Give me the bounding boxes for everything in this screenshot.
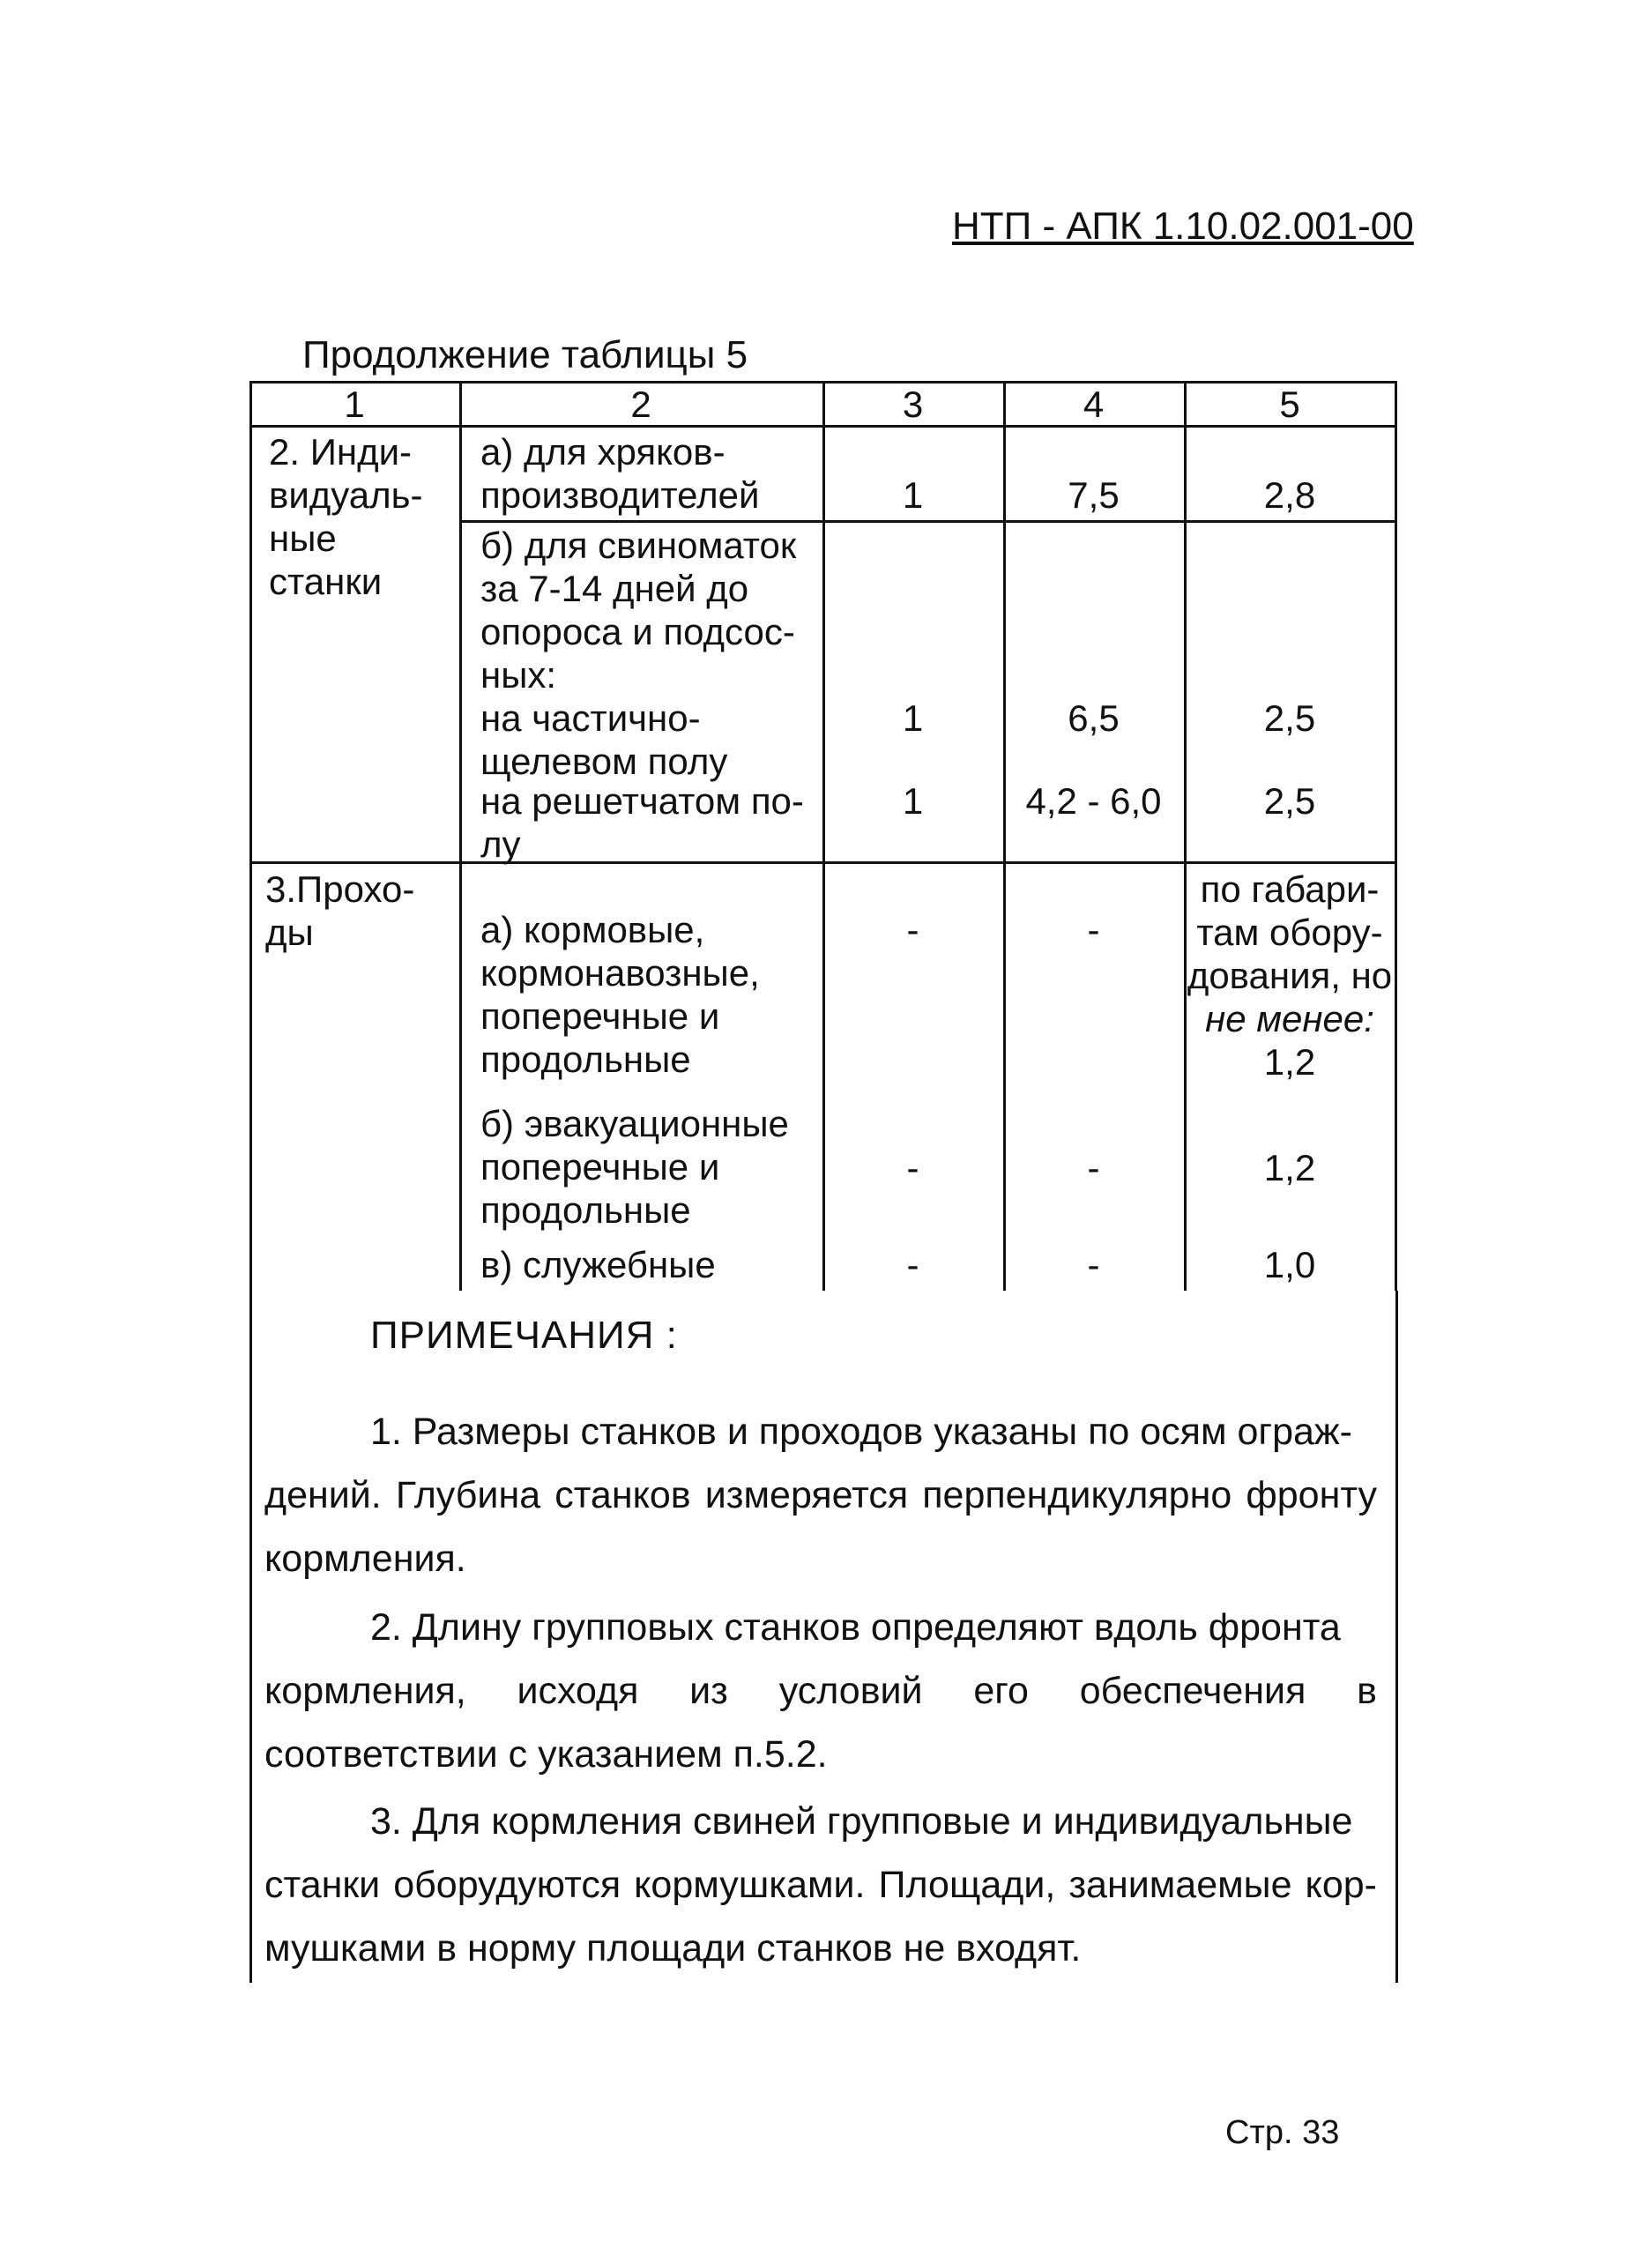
note-1: 1. Размеры станков и проходов указаны по осям ограж- дений. Глубина станков измеряется перпендикулярно фронту кормления. <box>264 1411 1377 1580</box>
note-2: 2. Длину групповых станков определяют вдоль фронта кормления, исходя из условий его обеспечения в соответствии с указанием п.5.2. <box>264 1606 1377 1776</box>
group2-sub2-text: на решетчатом по- лу <box>480 780 804 865</box>
group2-sub1-text: на частично- щелевом полу <box>480 697 728 782</box>
notes-title: ПРИМЕЧАНИЯ : <box>370 1314 678 1357</box>
group2-sub1-col3: 1 <box>902 697 924 739</box>
group3-row-b-col5: 1,2 <box>1263 1147 1316 1188</box>
group3-row-a-text: а) кормовые, кормонавозные, поперечные и продольные <box>480 909 760 1080</box>
group3-row-c-col5: 1,0 <box>1263 1244 1316 1285</box>
table-border-left <box>249 381 252 1291</box>
group3-label: 3.Прохо- ды <box>265 868 415 953</box>
notes-border-right <box>1395 1291 1398 1983</box>
column-header-1: 1 <box>344 384 365 425</box>
group2-row-a-col5: 2,8 <box>1263 474 1316 516</box>
group2-sub1-col4: 6,5 <box>1068 697 1120 739</box>
group3-row-c-col4: - <box>1087 1244 1100 1285</box>
table-caption: Продолжение таблицы 5 <box>302 333 748 376</box>
group3-row-b-col3: - <box>906 1147 919 1188</box>
notes-border-left <box>249 1291 252 1983</box>
group2-sub2-col4: 4,2 - 6,0 <box>1025 780 1162 822</box>
group3-row-a-col3: - <box>906 909 919 950</box>
group3-row-a-col4: - <box>1087 909 1100 950</box>
group2-row-b-text: б) для свиноматок за 7-14 дней до опороса и подсос- ных: <box>480 525 797 696</box>
group2-row-a-text: а) для хряков- производителей <box>480 431 760 516</box>
group2-row-a-col4: 7,5 <box>1068 474 1120 516</box>
column-header-4: 4 <box>1083 384 1105 425</box>
column-header-2: 2 <box>630 384 651 425</box>
column-header-5: 5 <box>1279 384 1300 425</box>
group3-row-a-col5: по габари- там обору- дования, но не менее: 1,2 <box>1187 868 1393 1083</box>
group2-row-a-col3: 1 <box>902 474 924 516</box>
group3-row-b-text: б) эвакуационные поперечные и продольные <box>480 1103 789 1231</box>
group2-sub2-col3: 1 <box>902 780 924 822</box>
document-code: НТП - АПК 1.10.02.001-00 <box>952 205 1414 248</box>
column-header-3: 3 <box>902 384 924 425</box>
group2-sub2-col5: 2,5 <box>1263 780 1316 822</box>
group3-row-c-text: в) служебные <box>480 1244 716 1285</box>
row-divider-2a <box>459 520 1397 523</box>
group2-sub1-col5: 2,5 <box>1263 697 1316 739</box>
group2-label: 2. Инди- видуаль- ные станки <box>269 431 423 602</box>
note-3: 3. Для кормления свиней групповые и индивидуальные станки оборудуются кормушками. Площади, занимаемые кор-мушками в норму площади станков не входят. <box>264 1800 1377 1970</box>
col-divider-1 <box>459 381 462 1291</box>
page-number: Стр. 33 <box>1225 2114 1340 2151</box>
norms-table <box>249 381 1397 1291</box>
group3-row-b-col4: - <box>1087 1147 1100 1188</box>
group3-row-c-col3: - <box>906 1244 919 1285</box>
